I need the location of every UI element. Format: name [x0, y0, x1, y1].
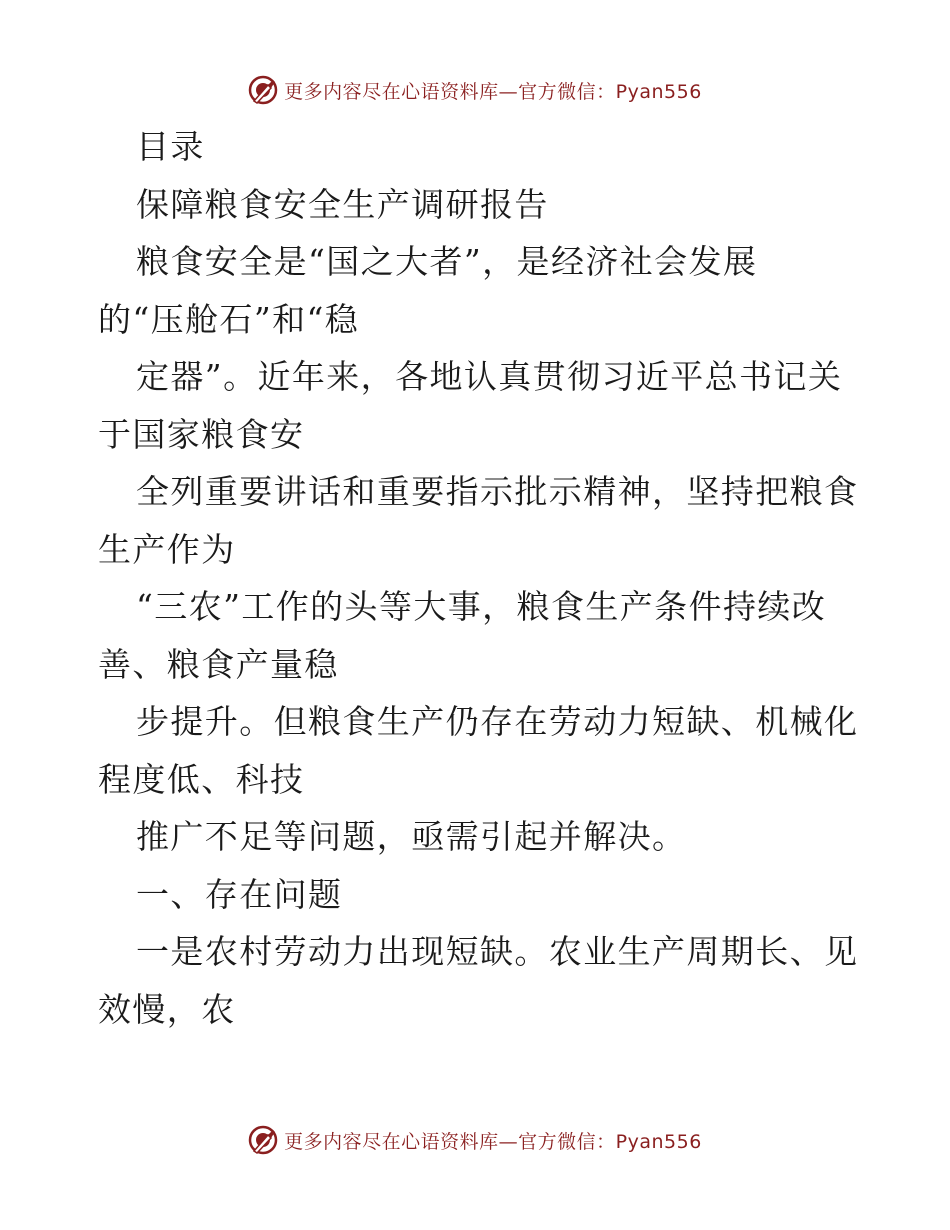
footer-banner-label: 更多内容尽在心语资料库—官方微信：: [284, 1130, 616, 1153]
footer-banner-text: [284, 1127, 702, 1154]
paragraph-line: 一是农村劳动力出现短缺。农业生产周期长、见: [136, 932, 859, 971]
pen-seal-logo-icon: [248, 1125, 278, 1155]
paragraph-line: 善、粮食产量稳: [98, 644, 339, 684]
paragraph-line: 的“压舱石”和“稳: [98, 299, 360, 339]
document-body: [98, 118, 858, 1038]
header-wechat-id: Pyan556: [615, 80, 702, 103]
footer-wechat-id: Pyan556: [615, 1130, 702, 1153]
report-title: 保障粮食安全生产调研报告: [136, 184, 549, 224]
paragraph-line: 步提升。但粮食生产仍存在劳动力短缺、机械化: [136, 702, 859, 741]
paragraph-line: 于国家粮食安: [98, 414, 305, 454]
paragraph-line: 全列重要讲话和重要指示批示精神，坚持把粮食: [136, 472, 859, 511]
paragraph-line: 程度低、科技: [98, 759, 305, 799]
section-heading: 一、存在问题: [136, 874, 343, 914]
paragraph-line: 定器”。近年来，各地认真贯彻习近平总书记关: [136, 357, 843, 396]
paragraph-line: 效慢，农: [98, 989, 236, 1029]
paragraph-line: 生产作为: [98, 529, 236, 569]
paragraph-line: 推广不足等问题，亟需引起并解决。: [136, 817, 687, 856]
paragraph-line: 粮食安全是“国之大者”，是经济社会发展: [136, 242, 758, 281]
footer-banner: [0, 1122, 950, 1158]
paragraph-line: “三农”工作的头等大事，粮食生产条件持续改: [136, 587, 827, 626]
toc-heading: 目录: [136, 127, 205, 166]
header-banner-text: [284, 77, 702, 104]
header-banner-label: 更多内容尽在心语资料库—官方微信：: [284, 80, 616, 103]
header-banner: [0, 72, 950, 108]
pen-seal-logo-icon: [248, 75, 278, 105]
